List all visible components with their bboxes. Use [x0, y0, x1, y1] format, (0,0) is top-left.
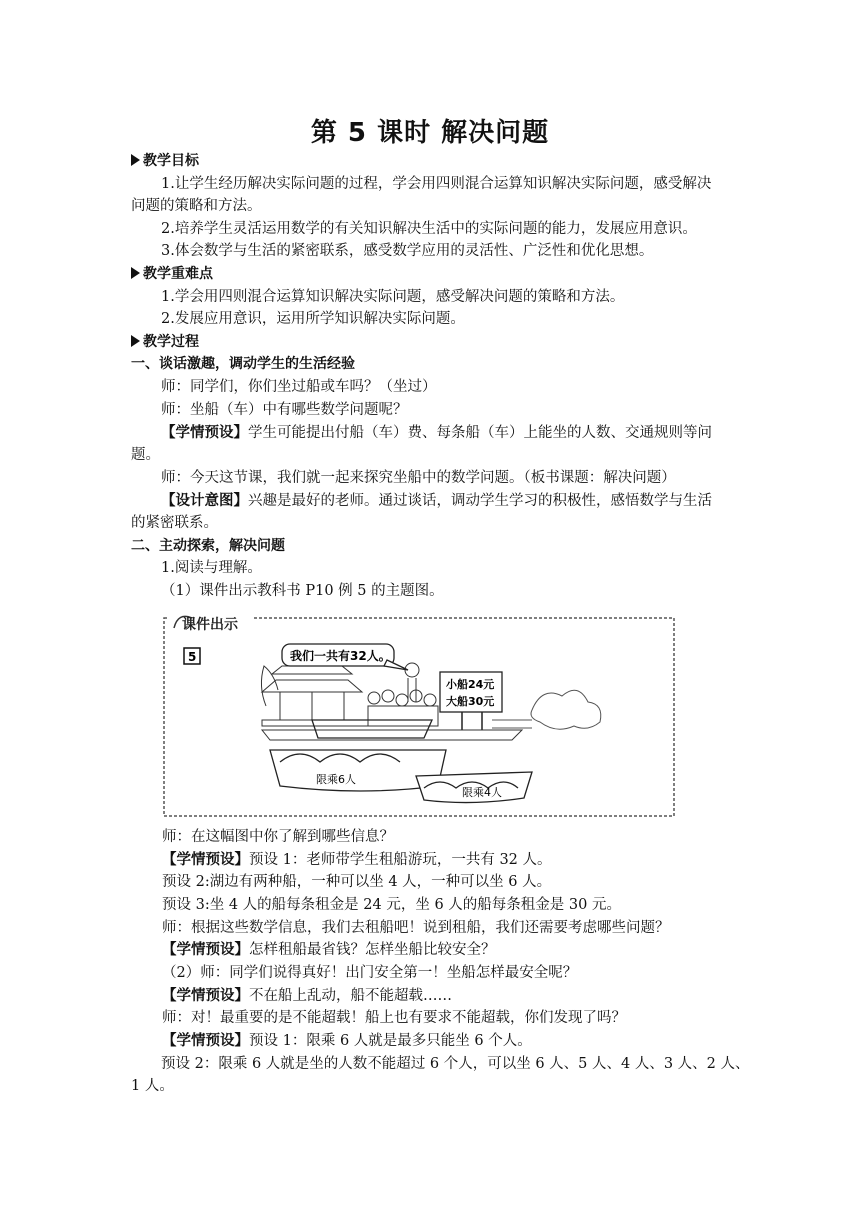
- example-number: 5: [188, 650, 197, 664]
- paragraph: （1）课件出示教科书 P10 例 5 的主题图。: [161, 583, 444, 599]
- sign-big-boat: 大船30元: [446, 695, 495, 708]
- part-2-heading: 二、主动探索，解决问题: [131, 538, 285, 554]
- goals-heading: 教学目标: [131, 150, 736, 172]
- paragraph: （2）师：同学们说得真好！出门安全第一！坐船怎样最安全呢？: [162, 965, 578, 981]
- paragraph: 师：对！最重要的是不能超载！船上也有要求不能超载，你们发现了吗？: [162, 1010, 626, 1026]
- sign-posts: [462, 712, 482, 730]
- tag-xueqing: 【学情预设】: [162, 852, 249, 868]
- paragraph: 预设 2：限乘 6 人就是坐的人数不能超过 6 个人，可以坐 6 人、5 人、4 人、3 人、2 人、: [161, 1056, 750, 1072]
- paragraph-cont: 题。: [131, 447, 160, 463]
- page-title: 第 5 课时 解决问题: [310, 118, 550, 148]
- key-1: 1.学会用四则混合运算知识解决实际问题，感受解决问题的策略和方法。: [161, 289, 625, 305]
- paragraph: 1.阅读与理解。: [161, 560, 262, 576]
- goal-3: 3.体会数学与生活的紧密联系，感受数学应用的灵活性、广泛性和优化思想。: [161, 243, 654, 259]
- tag-xueqing: 【学情预设】: [162, 1033, 249, 1049]
- tag-xueqing: 【学情预设】: [162, 942, 249, 958]
- goal-2: 2.培养学生灵活运用数学的有关知识解决生活中的实际问题的能力，发展应用意识。: [161, 221, 697, 237]
- speech-text: 我们一共有32人。: [290, 649, 391, 663]
- tag-sheji: 【设计意图】: [161, 493, 248, 509]
- goal-1: 1.让学生经历解决实际问题的过程，学会用四则混合运算知识解决实际问题，感受解决: [161, 176, 712, 192]
- paragraph: 【学情预设】不在船上乱动，船不能超载……: [162, 988, 452, 1004]
- paragraph: 预设 2:湖边有两种船，一种可以坐 4 人，一种可以坐 6 人。: [162, 874, 552, 890]
- triangle-icon: [131, 335, 140, 347]
- sign-small-boat: 小船24元: [446, 678, 495, 691]
- tag-xueqing: 【学情预设】: [161, 425, 248, 441]
- triangle-icon: [131, 154, 140, 166]
- pavilion-illustration: [261, 666, 382, 726]
- paragraph-cont: 1 人。: [131, 1078, 174, 1094]
- tag-xueqing: 【学情预设】: [162, 988, 249, 1004]
- small-boat-label: 限乘4人: [462, 786, 502, 799]
- big-boat-label: 限乘6人: [316, 773, 356, 786]
- process-heading: 教学过程: [131, 331, 736, 353]
- paragraph: 师：同学们，你们坐过船或车吗？（坐过）: [161, 379, 437, 395]
- people-illustration: [368, 663, 438, 726]
- key-heading: 教学重难点: [131, 263, 736, 285]
- example-figure: [162, 610, 676, 820]
- goal-1-cont: 问题的策略和方法。: [131, 198, 262, 214]
- paragraph: 【设计意图】兴趣是最好的老师。通过谈话，调动学生学习的积极性，感悟数学与生活: [161, 493, 712, 509]
- paragraph: 师：今天这节课，我们就一起来探究坐船中的数学问题。（板书课题：解决问题）: [161, 470, 676, 486]
- paragraph: 【学情预设】预设 1：限乘 6 人就是最多只能坐 6 个人。: [162, 1033, 532, 1049]
- paragraph: 师：坐船（车）中有哪些数学问题呢？: [161, 402, 408, 418]
- paragraph: 师：在这幅图中你了解到哪些信息？: [162, 829, 394, 845]
- paragraph: 师：根据这些数学信息，我们去租船吧！说到租船，我们还需要考虑哪些问题？: [162, 920, 670, 936]
- part-1-heading: 一、谈话激趣，调动学生的生活经验: [131, 356, 355, 372]
- trees-illustration: [492, 690, 601, 729]
- paragraph: 预设 3:坐 4 人的船每条租金是 24 元，坐 6 人的船每条租金是 30 元。: [162, 897, 621, 913]
- key-2: 2.发展应用意识，运用所学知识解决实际问题。: [161, 311, 465, 327]
- paragraph: 【学情预设】预设 1：老师带学生租船游玩，一共有 32 人。: [162, 852, 552, 868]
- figure-label: 课件出示: [182, 617, 238, 633]
- triangle-icon: [131, 267, 140, 279]
- paragraph: 【学情预设】怎样租船最省钱？怎样坐船比较安全？: [162, 942, 496, 958]
- paragraph: 【学情预设】学生可能提出付船（车）费、每条船（车）上能坐的人数、交通规则等问: [161, 425, 712, 441]
- paragraph-cont: 的紧密联系。: [131, 515, 218, 531]
